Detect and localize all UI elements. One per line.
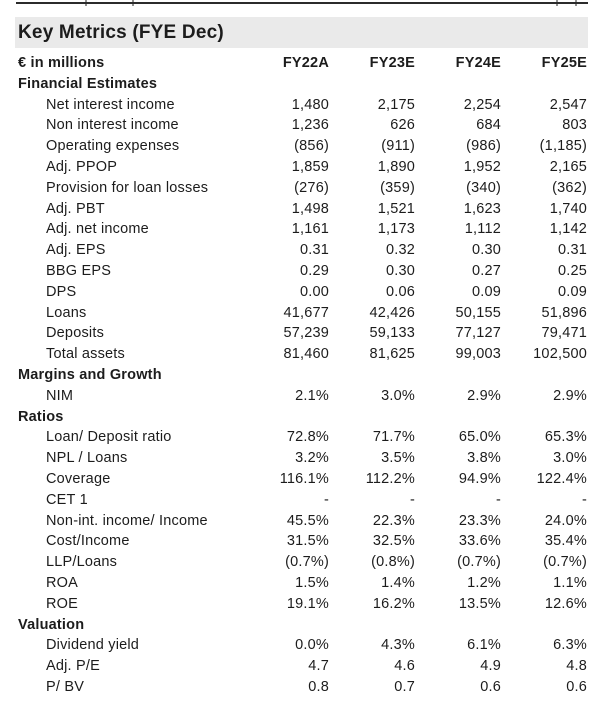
page-title: Key Metrics (FYE Dec) <box>18 22 224 43</box>
section-title-bar <box>15 17 588 48</box>
value-cell: 0.31 <box>299 242 329 259</box>
value-cell: 2,175 <box>377 96 415 113</box>
table-row <box>15 594 588 615</box>
value-cell: 112.2% <box>365 470 415 487</box>
row-label: P/ BV <box>46 678 85 695</box>
row-label: NPL / Loans <box>46 450 128 467</box>
value-cell: - <box>409 491 415 508</box>
table-row <box>15 178 588 199</box>
value-cell: 0.32 <box>385 242 415 259</box>
value-cell: 1,112 <box>464 221 501 238</box>
value-cell: 81,460 <box>283 346 329 363</box>
value-cell: 72.8% <box>286 429 329 446</box>
value-cell: 79,471 <box>541 325 587 342</box>
value-cell: 1,142 <box>549 221 587 238</box>
row-label: Adj. EPS <box>46 242 106 259</box>
value-cell: 4.8 <box>566 658 587 675</box>
value-cell: 33.6% <box>458 533 501 550</box>
table-row <box>15 427 588 448</box>
row-label: NIM <box>46 387 74 404</box>
value-cell: 6.1% <box>467 637 501 654</box>
value-cell: 99,003 <box>455 346 501 363</box>
value-cell: 0.00 <box>299 283 329 300</box>
value-cell: 4.6 <box>394 658 415 675</box>
table-row <box>15 344 588 365</box>
value-cell: 32.5% <box>372 533 415 550</box>
value-cell: 2,547 <box>549 96 587 113</box>
value-cell: - <box>581 491 587 508</box>
column-header-fy22a: FY22A <box>282 55 329 71</box>
value-cell: (0.7%) <box>543 554 587 571</box>
unit-label: € in millions <box>18 55 105 71</box>
value-cell: 42,426 <box>369 304 415 321</box>
section-header-label: Valuation <box>18 616 85 633</box>
value-cell: (1,185) <box>539 138 587 155</box>
value-cell: 1,859 <box>291 158 329 175</box>
value-cell: 2.9% <box>553 387 587 404</box>
section-header-label: Ratios <box>18 408 64 425</box>
value-cell: 13.5% <box>458 595 501 612</box>
value-cell: 1,498 <box>291 200 329 217</box>
value-cell: 22.3% <box>372 512 415 529</box>
key-metrics-table <box>15 53 588 698</box>
value-cell: 0.29 <box>299 262 329 279</box>
value-cell: 57,239 <box>283 325 329 342</box>
table-row <box>15 677 588 698</box>
value-cell: 2,254 <box>463 96 501 113</box>
value-cell: - <box>323 491 329 508</box>
row-label: Total assets <box>46 346 125 363</box>
value-cell: 1,952 <box>463 158 501 175</box>
value-cell: 6.3% <box>553 637 587 654</box>
table-row <box>15 303 588 324</box>
row-label: Non-int. income/ Income <box>46 512 208 529</box>
value-cell: 1.4% <box>381 574 415 591</box>
value-cell: (0.7%) <box>457 554 501 571</box>
horizontal-rule <box>16 2 588 4</box>
value-cell: 1,890 <box>377 158 415 175</box>
row-label: Non interest income <box>46 117 179 134</box>
table-row <box>15 219 588 240</box>
value-cell: 0.6 <box>480 678 501 695</box>
column-header-fy23e: FY23E <box>369 55 415 71</box>
table-row <box>15 115 588 136</box>
value-cell: 0.31 <box>557 242 587 259</box>
table-row <box>15 323 588 344</box>
value-cell: 0.25 <box>557 262 587 279</box>
table-body <box>15 74 588 698</box>
value-cell: 51,896 <box>541 304 587 321</box>
value-cell: 102,500 <box>533 346 587 363</box>
table-row <box>15 136 588 157</box>
table-row <box>15 199 588 220</box>
value-cell: 1,740 <box>549 200 587 217</box>
value-cell: 50,155 <box>455 304 501 321</box>
value-cell: (359) <box>380 179 415 196</box>
value-cell: 3.5% <box>381 450 415 467</box>
value-cell: 684 <box>476 117 501 134</box>
value-cell: 65.0% <box>458 429 501 446</box>
value-cell: 31.5% <box>286 533 329 550</box>
value-cell: 12.6% <box>544 595 587 612</box>
value-cell: - <box>495 491 501 508</box>
table-header-row <box>15 53 588 74</box>
value-cell: 0.6 <box>566 678 587 695</box>
table-row <box>15 261 588 282</box>
value-cell: (0.7%) <box>285 554 329 571</box>
value-cell: 41,677 <box>283 304 329 321</box>
value-cell: 3.8% <box>467 450 501 467</box>
value-cell: (0.8%) <box>371 554 415 571</box>
value-cell: 59,133 <box>369 325 415 342</box>
row-label: LLP/Loans <box>46 554 118 571</box>
value-cell: 626 <box>390 117 415 134</box>
value-cell: 1,161 <box>291 221 329 238</box>
value-cell: 0.30 <box>471 242 501 259</box>
table-row <box>15 448 588 469</box>
table-row <box>15 490 588 511</box>
table-row <box>15 656 588 677</box>
row-label: Coverage <box>46 470 111 487</box>
value-cell: 1,521 <box>377 200 415 217</box>
row-label: Loans <box>46 304 87 321</box>
table-row <box>15 240 588 261</box>
row-label: Deposits <box>46 325 105 342</box>
value-cell: 803 <box>562 117 587 134</box>
section-header-row <box>15 615 588 636</box>
value-cell: 0.7 <box>394 678 415 695</box>
value-cell: 4.9 <box>480 658 501 675</box>
table-row <box>15 469 588 490</box>
value-cell: 0.30 <box>385 262 415 279</box>
value-cell: 0.8 <box>308 678 329 695</box>
value-cell: 3.0% <box>553 450 587 467</box>
value-cell: (911) <box>381 138 415 155</box>
value-cell: 122.4% <box>536 470 587 487</box>
value-cell: 35.4% <box>544 533 587 550</box>
row-label: Adj. PPOP <box>46 158 118 175</box>
value-cell: 1,623 <box>463 200 501 217</box>
table-row <box>15 386 588 407</box>
value-cell: 116.1% <box>279 470 329 487</box>
value-cell: (986) <box>466 138 501 155</box>
value-cell: 0.27 <box>471 262 501 279</box>
value-cell: 16.2% <box>372 595 415 612</box>
section-header-row <box>15 407 588 428</box>
row-label: Adj. net income <box>46 221 149 238</box>
value-cell: 3.2% <box>295 450 329 467</box>
table-row <box>15 635 588 656</box>
row-label: Operating expenses <box>46 138 180 155</box>
value-cell: (276) <box>294 179 329 196</box>
value-cell: 1,480 <box>291 96 329 113</box>
table-row <box>15 573 588 594</box>
section-header-row <box>15 365 588 386</box>
row-label: CET 1 <box>46 491 88 508</box>
value-cell: 94.9% <box>458 470 501 487</box>
value-cell: 2.1% <box>295 387 329 404</box>
value-cell: 71.7% <box>372 429 415 446</box>
value-cell: 0.09 <box>557 283 587 300</box>
table-row <box>15 511 588 532</box>
value-cell: 1,173 <box>377 221 415 238</box>
value-cell: 0.09 <box>471 283 501 300</box>
value-cell: 1.1% <box>553 574 587 591</box>
value-cell: 0.06 <box>385 283 415 300</box>
value-cell: (856) <box>294 138 329 155</box>
value-cell: 1.5% <box>295 574 329 591</box>
section-header-label: Financial Estimates <box>18 75 158 92</box>
value-cell: 81,625 <box>369 346 415 363</box>
value-cell: 2.9% <box>467 387 501 404</box>
row-label: ROE <box>46 595 79 612</box>
value-cell: 77,127 <box>455 325 501 342</box>
value-cell: 1.2% <box>467 574 501 591</box>
row-label: Net interest income <box>46 96 175 113</box>
previous-table-bottom-border <box>0 0 606 8</box>
row-label: Dividend yield <box>46 637 140 654</box>
value-cell: 19.1% <box>286 595 329 612</box>
table-row <box>15 157 588 178</box>
table-row <box>15 552 588 573</box>
value-cell: (340) <box>466 179 501 196</box>
value-cell: 2,165 <box>549 158 587 175</box>
value-cell: 1,236 <box>291 117 329 134</box>
column-header-fy25e: FY25E <box>541 55 587 71</box>
table-row <box>15 282 588 303</box>
row-label: Provision for loan losses <box>46 179 209 196</box>
value-cell: 0.0% <box>295 637 329 654</box>
row-label: Cost/Income <box>46 533 130 550</box>
section-header-label: Margins and Growth <box>18 366 162 383</box>
value-cell: 24.0% <box>544 512 587 529</box>
column-header-fy24e: FY24E <box>455 55 501 71</box>
row-label: Loan/ Deposit ratio <box>46 429 172 446</box>
row-label: Adj. P/E <box>46 658 100 675</box>
value-cell: 45.5% <box>286 512 329 529</box>
row-label: ROA <box>46 574 79 591</box>
value-cell: 65.3% <box>544 429 587 446</box>
row-label: BBG EPS <box>46 262 112 279</box>
value-cell: (362) <box>552 179 587 196</box>
row-label: DPS <box>46 283 77 300</box>
value-cell: 4.3% <box>381 637 415 654</box>
row-label: Adj. PBT <box>46 200 105 217</box>
value-cell: 23.3% <box>458 512 501 529</box>
value-cell: 3.0% <box>381 387 415 404</box>
section-header-row <box>15 74 588 95</box>
value-cell: 4.7 <box>308 658 329 675</box>
table-row <box>15 95 588 116</box>
table-row <box>15 531 588 552</box>
